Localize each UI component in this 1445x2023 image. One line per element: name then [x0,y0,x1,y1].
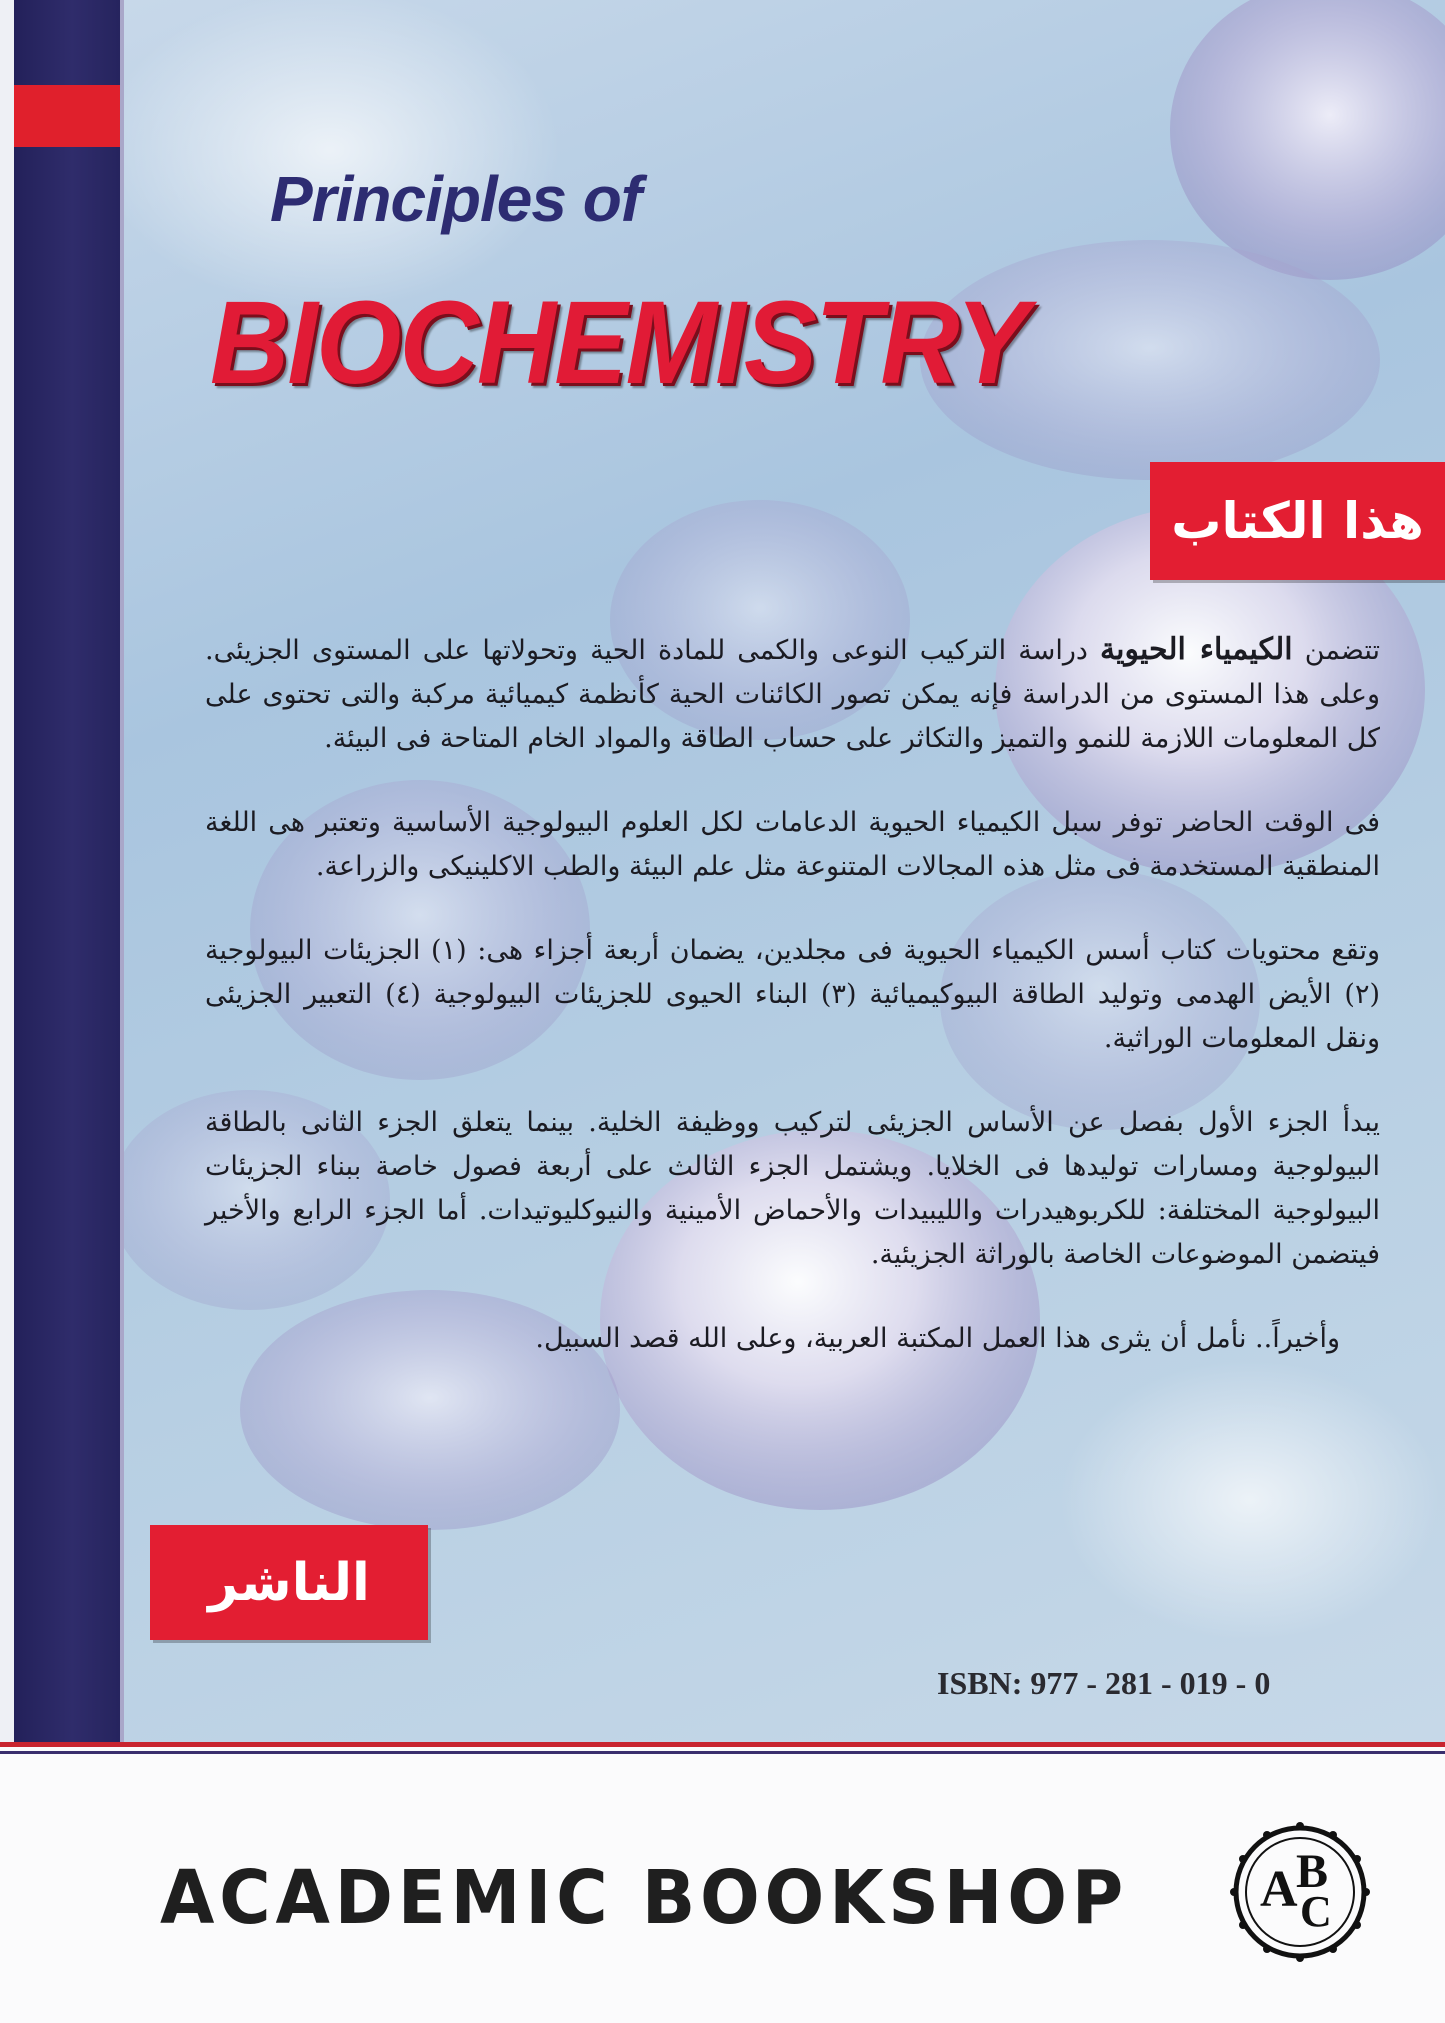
spine-red-band [14,85,120,147]
logo-letter-c: C [1300,1887,1332,1936]
isbn: ISBN: 977 - 281 - 019 - 0 [937,1665,1271,1701]
book-description [205,628,1380,1401]
description-paragraph-2: فى الوقت الحاضر توفر سبل الكيمياء الحيوية الدعامات لكل العلوم البيولوجية الأساسية وتعتبر هى اللغة المنطقية المستخدمة فى مثل هذه المجالات المتنوعة مثل علم البيئة والطب الاكلينيكى والزراعة. [205,807,1380,882]
logo-letter-b: B [1296,1845,1329,1898]
description-paragraph-4: يبدأ الجزء الأول بفصل عن الأساس الجزيئى لتركيب ووظيفة الخلية. بينما يتعلق الجزء الثانى بالطاقة البيولوجية ومسارات توليدها فى الخلايا. ويشتمل الجزء الثالث على أربعة فصول خاصة ببناء الجزيئات البيولوجية المختلفة: للكربوهيدرات والليبيدات والأحماض الأمينية والنيوكليوتيدات. أما الجزء الرابع والأخير فيتضمن الموضوعات الخاصة بالوراثة الجزيئية. [205,1107,1380,1270]
highlight-term: الكيمياء الحيوية [1100,632,1293,667]
book-title: BIOCHEMISTRY [210,277,1028,409]
divider-blue [0,1751,1445,1754]
publisher-logo [1230,1822,1370,1962]
description-paragraph-1 [205,628,1380,761]
spine-accent-line [120,0,124,1742]
publisher-name: ACADEMIC BOOKSHOP [160,1855,1129,1941]
title-subheading: Principles of [270,163,642,235]
about-book-label: هذا الكتاب [1150,462,1445,580]
publisher-label: الناشر [150,1525,428,1640]
divider-red [0,1742,1445,1747]
paragraph-prefix: تتضمن [1292,635,1381,666]
paragraph-text: دراسة التركيب النوعى والكمى للمادة الحية وتحولاتها على المستوى الجزيئى. وعلى هذا المستوى من الدراسة فإنه يمكن تصور الكائنات الحية كأنظمة كيميائية مركبة والتى تحتوى على كل المعلومات اللازمة للنمو والتميز والتكاثر على حساب الطاقة والمواد الخام المتاحة فى البيئة. [205,635,1380,754]
description-paragraph-3: وتقع محتويات كتاب أسس الكيمياء الحيوية فى مجلدين، يضمان أربعة أجزاء هى: (١) الجزيئات البيولوجية (٢) الأيض الهدمى وتوليد الطاقة البيوكيميائية (٣) البناء الحيوى للجزيئات البيولوجية (٤) التعبير الجزيئى ونقل المعلومات الوراثية. [205,935,1381,1054]
book-spine [14,0,120,1742]
spine-edge [0,0,14,1742]
closing-paragraph: وأخيراً.. نأمل أن يثرى هذا العمل المكتبة العربية، وعلى الله قصد السبيل. [535,1323,1340,1354]
logo-letter-a: A [1260,1861,1298,1918]
